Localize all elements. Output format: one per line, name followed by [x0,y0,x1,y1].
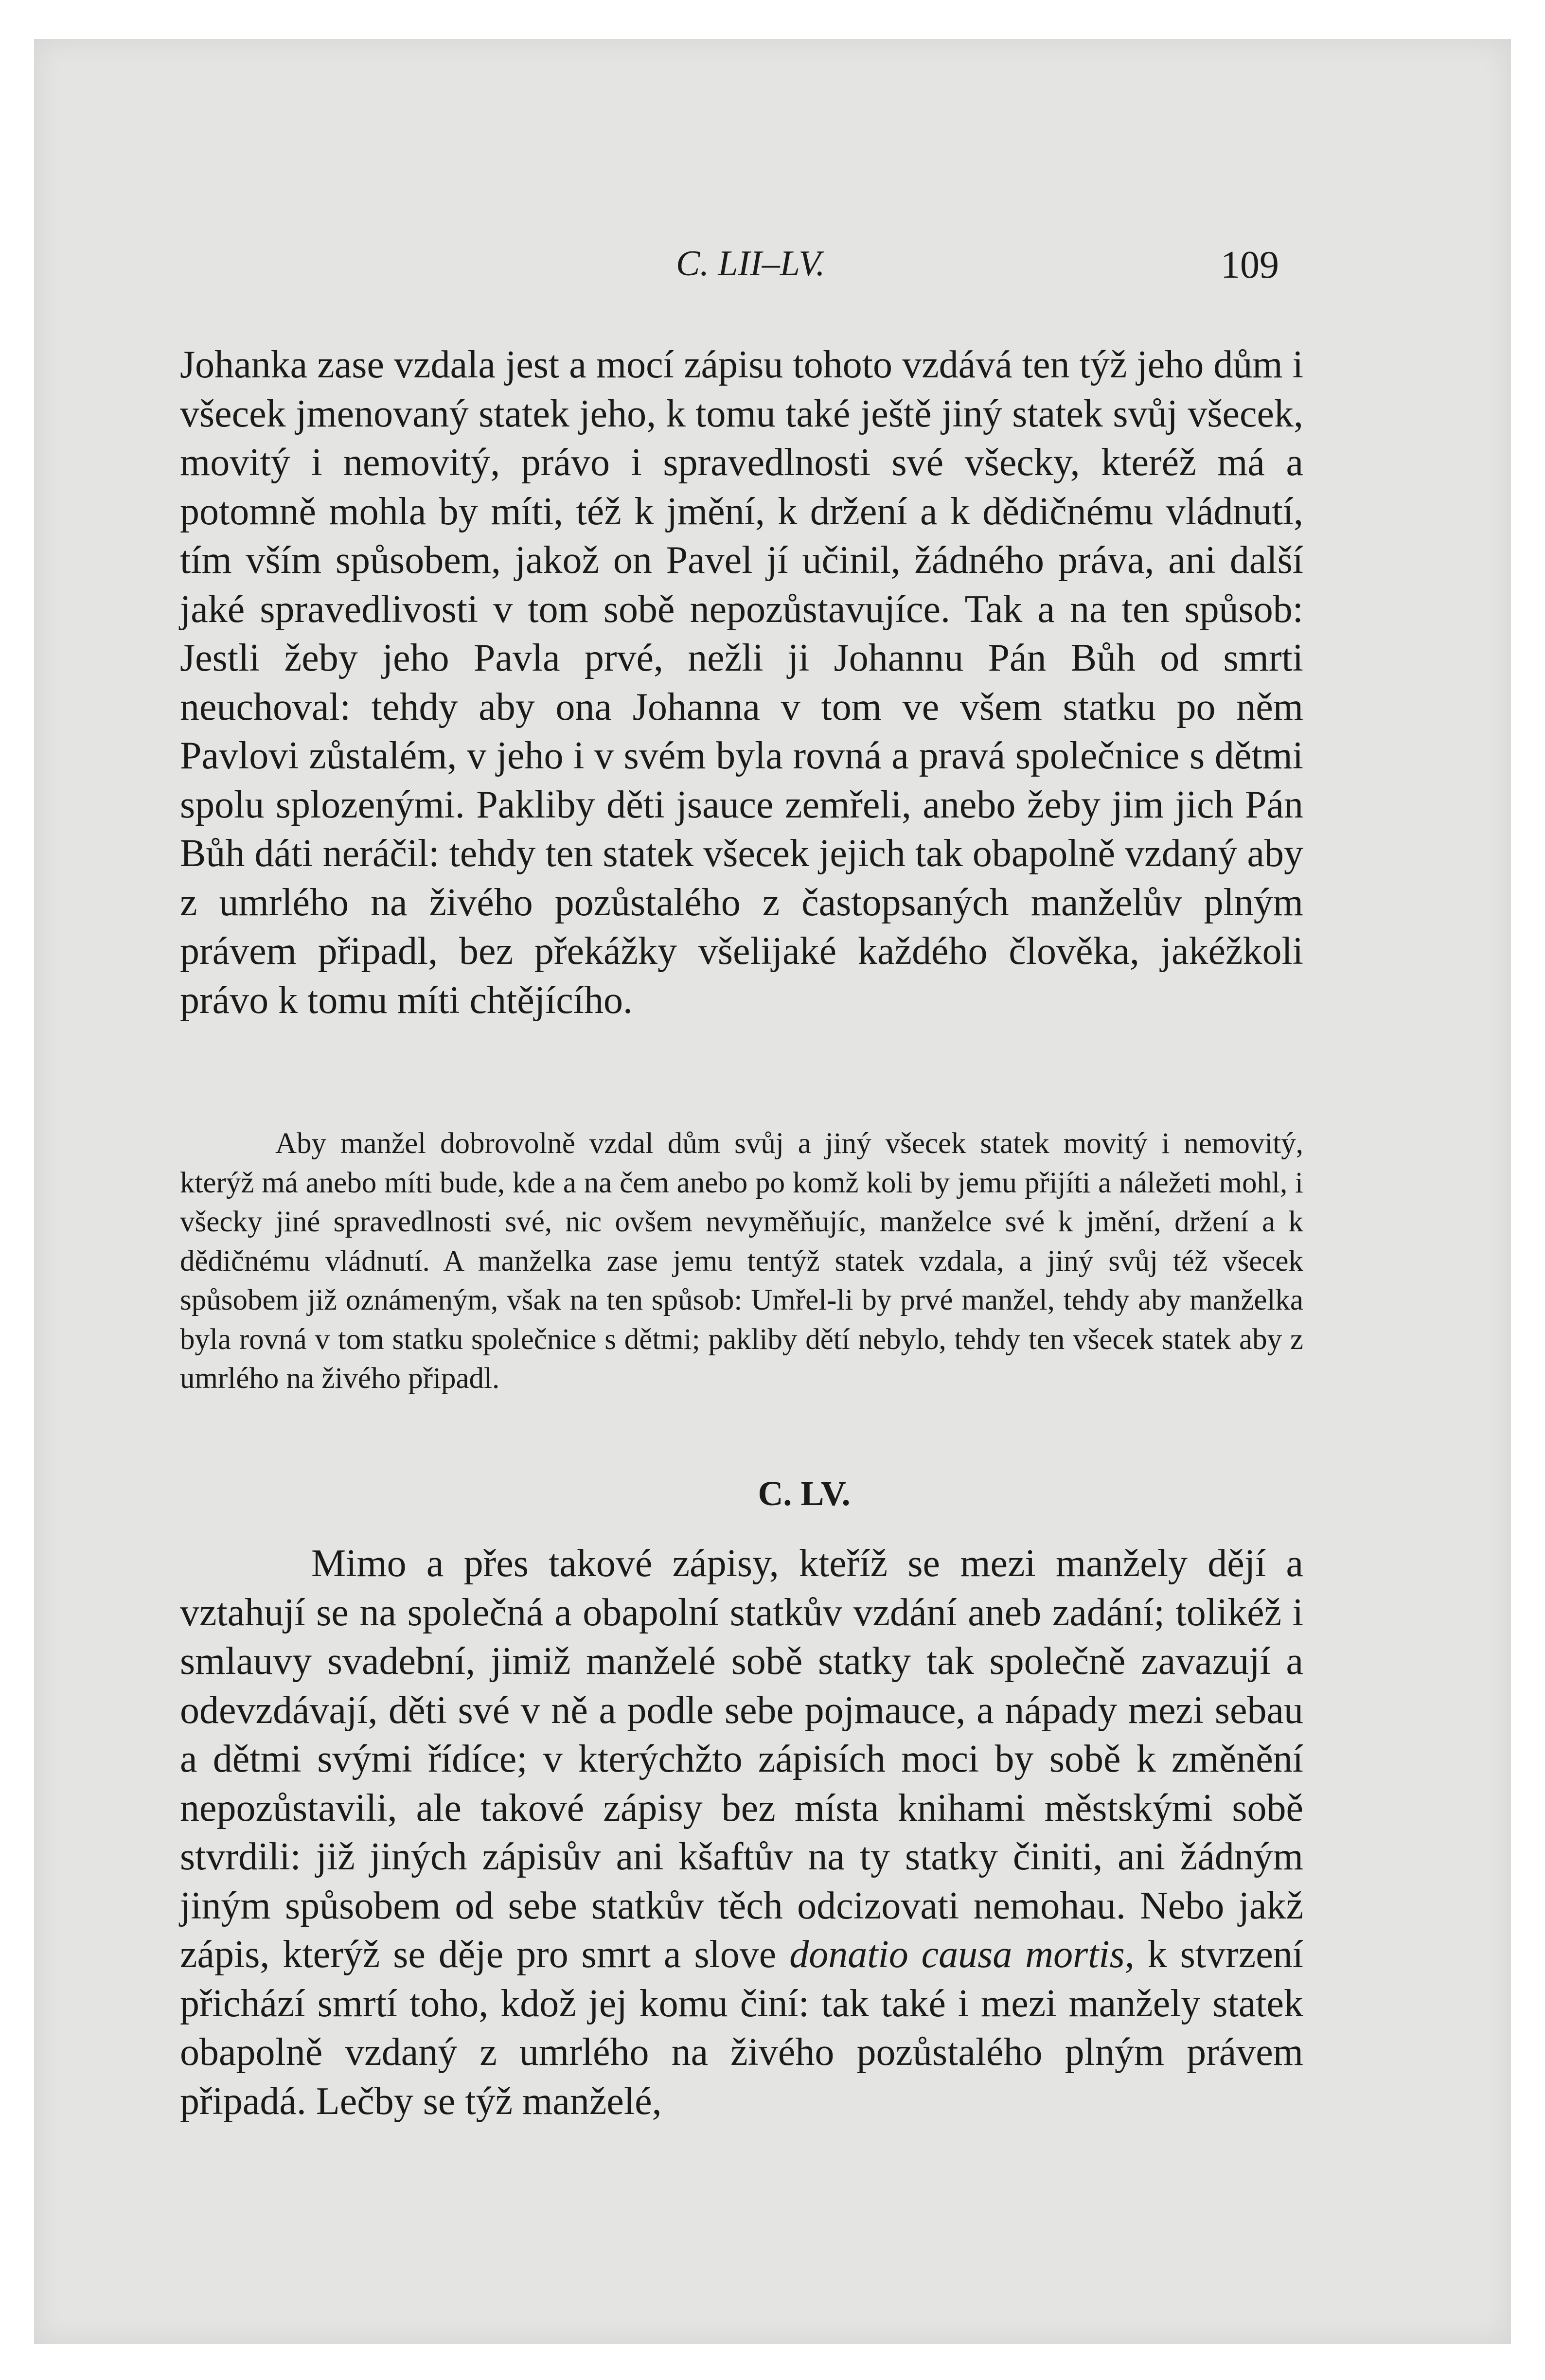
section-heading: C. LV. [758,1474,851,1513]
section-paragraph-text: Mimo a přes takové zápisy, kteříž se mezi manžely dějí a vztahují se na společná a obapolní statkův vzdání aneb zadání; tolikéž i smlauvy svadební, jimiž manželé sobě statky tak společně zavazují a odevzdávají, děti své v ně a podle sebe pojmauce, a nápady mezi sebau a dětmi svými řídíce; v kterýchžto zápisích moci by sobě k změnění nepozůstavili, ale takové zápisy bez místa knihami městskými sobě stvrdili: již jiných zápisův ani kšaftův na ty statky činiti, ani žádným jiným spůsobem od sebe statkův těch odcizovati nemohau. Nebo jakž zápis, kterýž se děje pro smrt a slove [180,1542,1303,1976]
body-paragraph: Johanka zase vzdala jest a mocí zápisu tohoto vzdává ten týž jeho dům i všecek jmenovaný statek jeho, k tomu také ještě jiný statek svůj všecek, movitý i nemovitý, právo i spravedlnosti své všecky, kteréž má a potomně mohla by míti, též k jmění, k držení a k dědičnému vládnutí, tím vším spůsobem, jakož on Pavel jí učinil, žádného práva, ani další jaké spravedlivosti v tom sobě nepozůstavujíce. Tak a na ten spůsob: Jestli žeby jeho Pavla prvé, nežli ji Johannu Pán Bůh od smrti neuchoval: tehdy aby ona Johanna v tom ve všem statku po něm Pavlovi zůstalém, v jeho i v svém byla rovná a pravá společnice s dětmi spolu splozenými. Pakliby děti jsauce zemřeli, anebo žeby jim jich Pán Bůh dáti neráčil: tehdy ten statek všecek jejich tak obapolně vzdaný aby z umrlého na živého pozůstalého z častopsaných manželův plným právem připadl, bez překážky všelijaké každého člověka, jakéžkoli právo k tomu míti chtějícího. [180,343,1303,1022]
section-paragraph-continuation: k stvrzení přichází smrtí toho, kdož jej komu činí: tak také i mezi manžely statek obapolně vzdaný z umrlého na živého pozůstalého plným právem připadá. Lečby se týž manželé, [180,1933,1303,2123]
running-head: C. LII–LV. [676,244,825,284]
page-header [34,243,1511,292]
section-paragraph [180,1539,1303,2126]
latin-phrase: donatio causa mortis, [789,1933,1135,1976]
page-number: 109 [1221,244,1279,286]
book-page [34,39,1511,2344]
summary-note: Aby manžel dobrovolně vzdal dům svůj a jiný všecek statek movitý i nemovitý, kterýž má anebo míti bude, kde a na čem anebo po komž koli by jemu přijíti a náležeti mohl, i všecky jiné spravedlnosti své, nic ovšem nevyměňujíc, manželce své k jmění, držení a k dědičnému vládnutí. A manželka zase jemu tentýž statek vzdala, a jiný svůj též všecek spůsobem již oznámeným, však na ten spůsob: Umřel-li by prvé manžel, tehdy aby manželka byla rovná v tom statku společnice s dětmi; pakliby dětí nebylo, tehdy ten všecek statek aby z umrlého na živého připadl. [180,1127,1303,1395]
